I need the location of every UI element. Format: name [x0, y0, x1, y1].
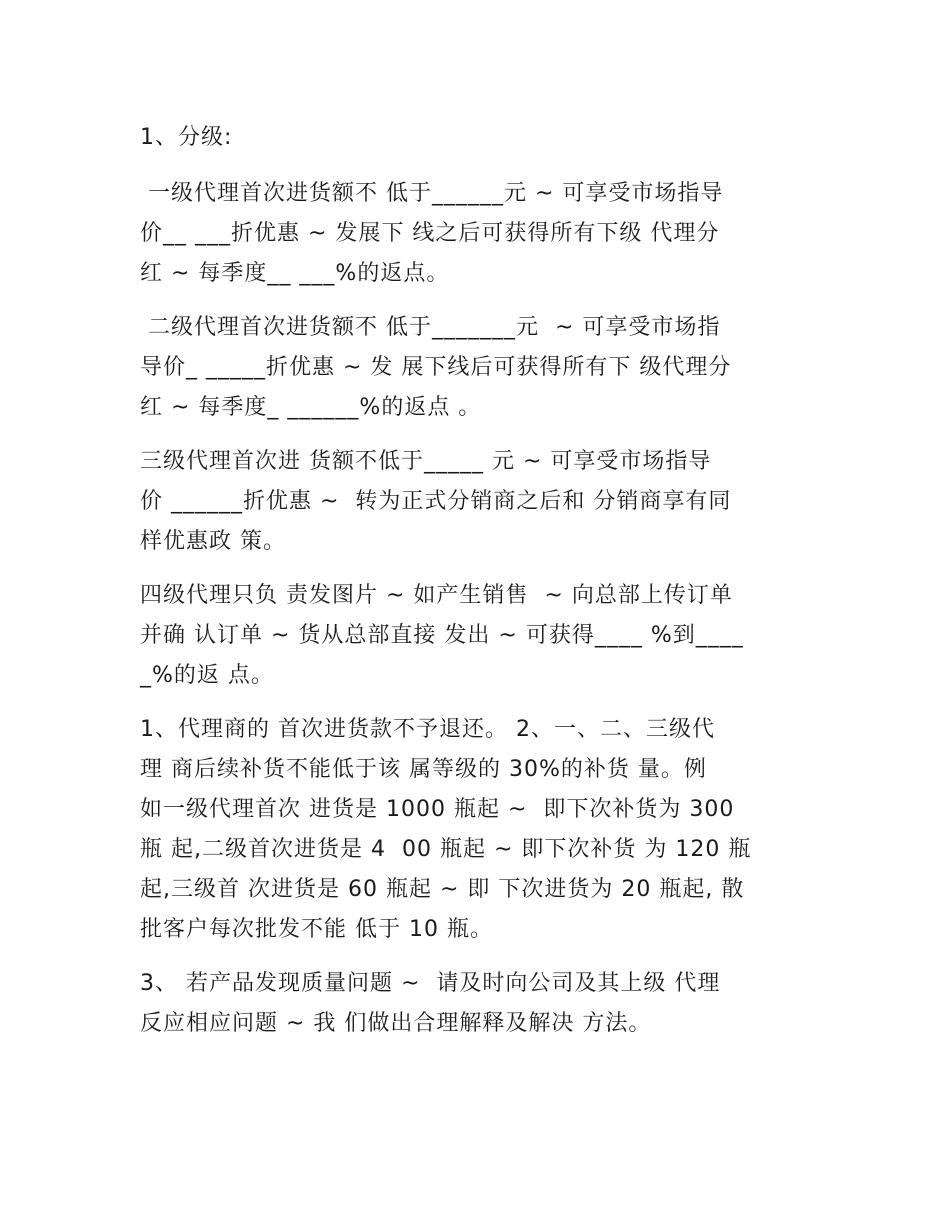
paragraph-level-2 — [140, 308, 810, 428]
paragraph-line: 起,三级首 次进货是 60 瓶起 ~ 即 下次进货为 20 瓶起, 散 — [140, 877, 745, 902]
paragraph-line: 样优惠政 策。 — [140, 529, 286, 554]
section-heading: 1、分级: — [140, 125, 233, 150]
paragraph-line: 反应相应问题 ~ 我 们做出合理解释及解决 方法。 — [140, 1011, 652, 1036]
paragraph-line: 理 商后续补货不能低于该 属等级的 30%的补货 量。例 — [140, 757, 707, 782]
paragraph-line: 四级代理只负 责发图片 ~ 如产生销售 ~ 向总部上传订单 — [140, 583, 733, 608]
paragraph-level-3 — [140, 442, 810, 562]
paragraph-line: 红 ~ 每季度_ ______%的返点 。 — [140, 395, 482, 420]
document-page — [140, 118, 810, 1058]
paragraph-line: 1、代理商的 首次进货款不予退还。 2、一、二、三级代 — [140, 717, 715, 742]
paragraph-line: 二级代理首次进货额不 低于_______元 ~ 可享受市场指 — [140, 315, 721, 340]
paragraph-level-1 — [140, 174, 810, 294]
paragraph-line: 红 ~ 每季度__ ___%的返点。 — [140, 261, 450, 286]
paragraph-line: 三级代理首次进 货额不低于_____ 元 ~ 可享受市场指导 — [140, 449, 712, 474]
paragraph-line: 导价_ _____折优惠 ~ 发 展下线后可获得所有下 级代理分 — [140, 355, 732, 380]
paragraph-line: 瓶 起,二级首次进货是 4 00 瓶起 ~ 即下次补货 为 120 瓶 — [140, 837, 752, 862]
paragraph-quality — [140, 964, 810, 1044]
paragraph-line: 价__ ___折优惠 ~ 发展下 线之后可获得所有下级 代理分 — [140, 221, 720, 246]
paragraph-line: 价 ______折优惠 ~ 转为正式分销商之后和 分销商享有同 — [140, 489, 732, 514]
paragraph-line: 一级代理首次进货额不 低于______元 ~ 可享受市场指导 — [140, 181, 724, 206]
paragraph-line: 如一级代理首次 进货是 1000 瓶起 ~ 即下次补货为 300 — [140, 797, 735, 822]
paragraph-level-4 — [140, 576, 810, 696]
paragraph-line: 批客户每次批发不能 低于 10 瓶。 — [140, 917, 493, 942]
paragraph-line: 并确 认订单 ~ 货从总部直接 发出 ~ 可获得____ %到____ — [140, 623, 744, 648]
paragraph-line: 3、 若产品发现质量问题 ~ 请及时向公司及其上级 代理 — [140, 971, 721, 996]
paragraph-line: _%的返 点。 — [140, 663, 274, 688]
paragraph-rules — [140, 710, 810, 950]
